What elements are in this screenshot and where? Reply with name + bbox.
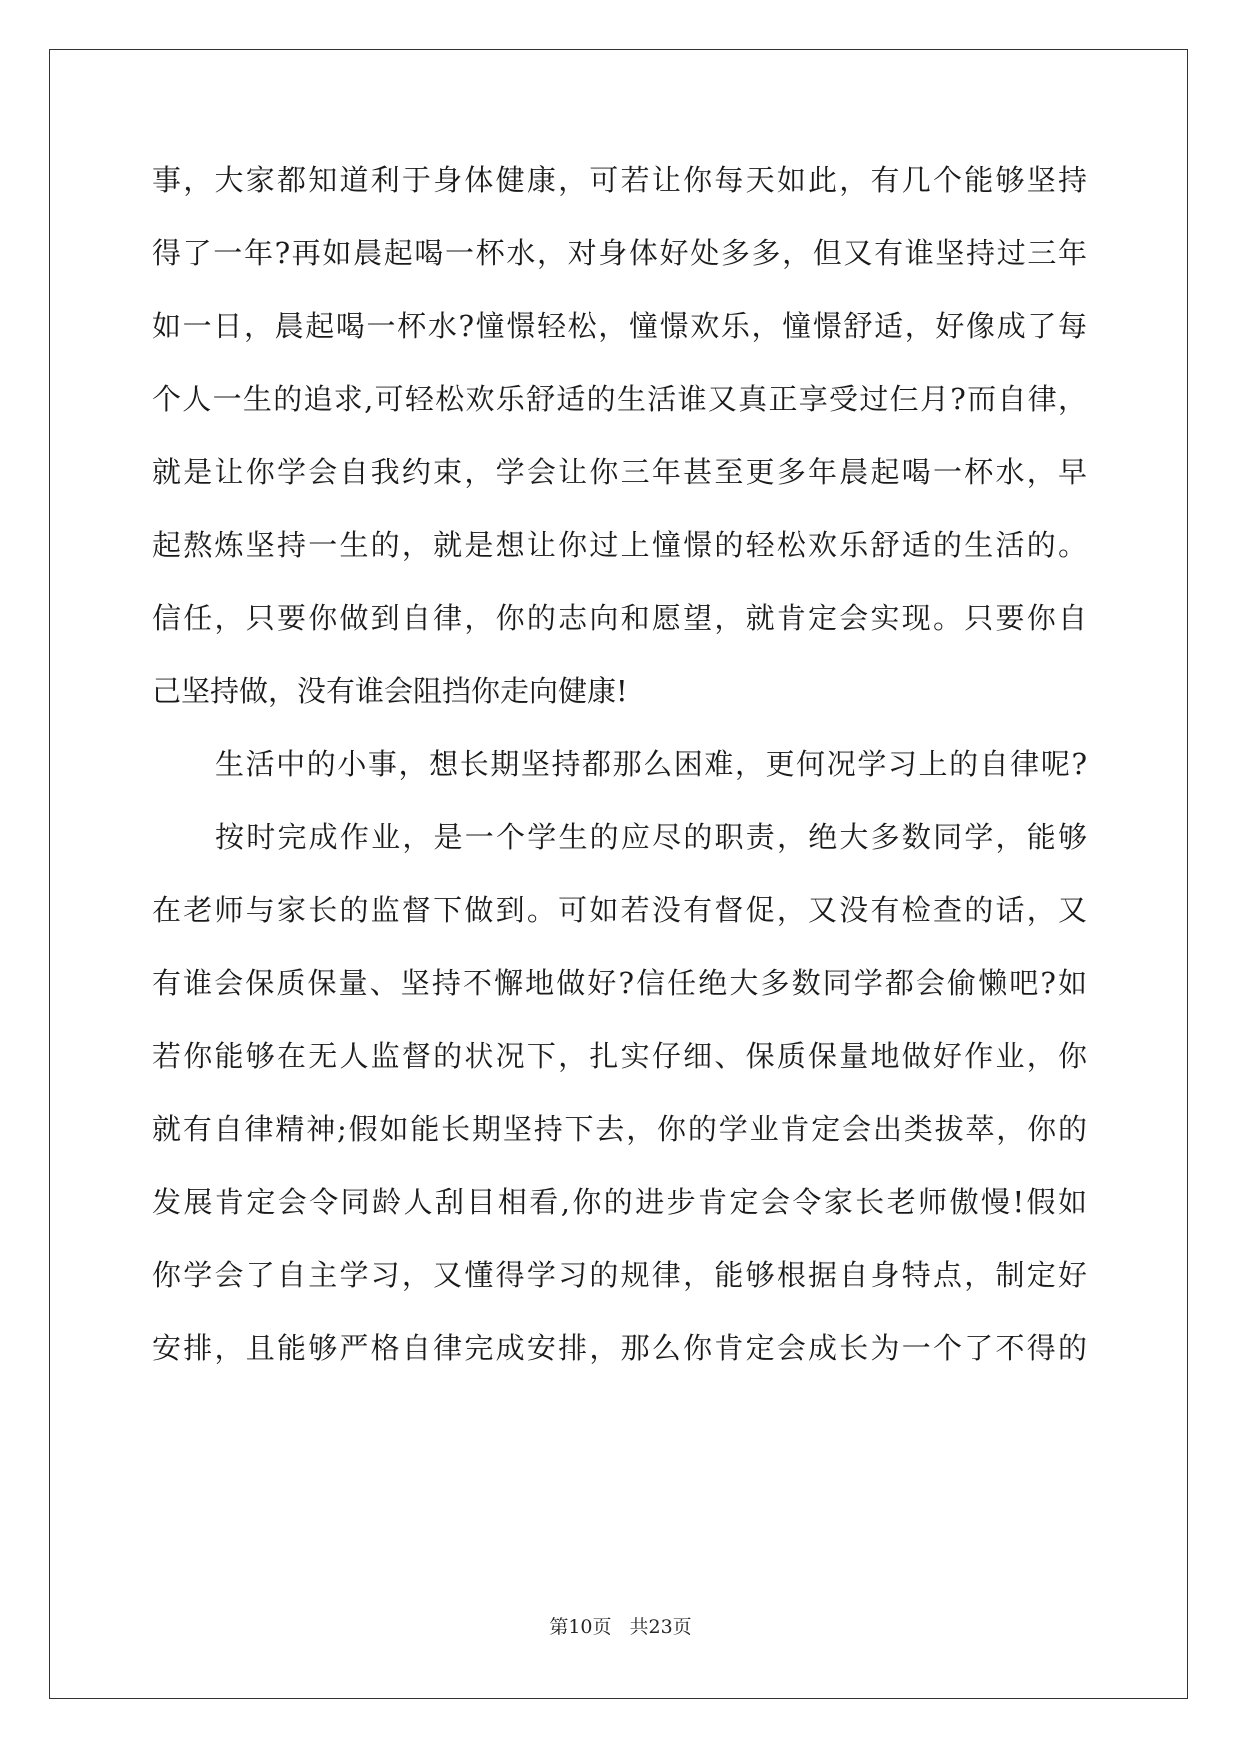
page-frame (49, 49, 1188, 1699)
text-line: 发展肯定会令同龄人刮目相看,你的进步肯定会令家长老师傲慢!假如 (152, 1185, 1087, 1219)
text-line: 若你能够在无人监督的状况下，扎实仔细、保质保量地做好作业，你 (152, 1039, 1087, 1073)
text-line: 你学会了自主学习，又懂得学习的规律，能够根据自身特点，制定好 (152, 1258, 1087, 1292)
text-line: 安排，且能够严格自律完成安排，那么你肯定会成长为一个了不得的 (152, 1331, 1087, 1365)
text-line: 生活中的小事，想长期坚持都那么困难，更何况学习上的自律呢? (215, 747, 1087, 781)
page-total: 共23页 (629, 1616, 692, 1638)
text-line: 事，大家都知道利于身体健康，可若让你每天如此，有几个能够坚持 (152, 163, 1087, 197)
text-line: 信任，只要你做到自律，你的志向和愿望，就肯定会实现。只要你自 (152, 601, 1087, 635)
text-line: 己坚持做，没有谁会阻挡你走向健康! (152, 674, 628, 708)
text-line: 在老师与家长的监督下做到。可如若没有督促，又没有检查的话，又 (152, 893, 1087, 927)
text-line: 按时完成作业，是一个学生的应尽的职责，绝大多数同学，能够 (215, 820, 1087, 854)
text-line: 个人一生的追求,可轻松欢乐舒适的生活谁又真正享受过仨月?而自律， (152, 382, 1087, 416)
page-footer (0, 1612, 1241, 1642)
text-line: 就是让你学会自我约束，学会让你三年甚至更多年晨起喝一杯水，早 (152, 455, 1087, 489)
page-number: 第10页 (549, 1616, 612, 1638)
text-line: 得了一年?再如晨起喝一杯水，对身体好处多多，但又有谁坚持过三年 (152, 236, 1087, 270)
text-line: 起熬炼坚持一生的，就是想让你过上憧憬的轻松欢乐舒适的生活的。 (152, 528, 1087, 562)
text-line: 如一日，晨起喝一杯水?憧憬轻松，憧憬欢乐，憧憬舒适，好像成了每 (152, 309, 1087, 343)
text-line: 有谁会保质保量、坚持不懈地做好?信任绝大多数同学都会偷懒吧?如 (152, 966, 1087, 1000)
text-line: 就有自律精神;假如能长期坚持下去，你的学业肯定会出类拔萃，你的 (152, 1112, 1087, 1146)
